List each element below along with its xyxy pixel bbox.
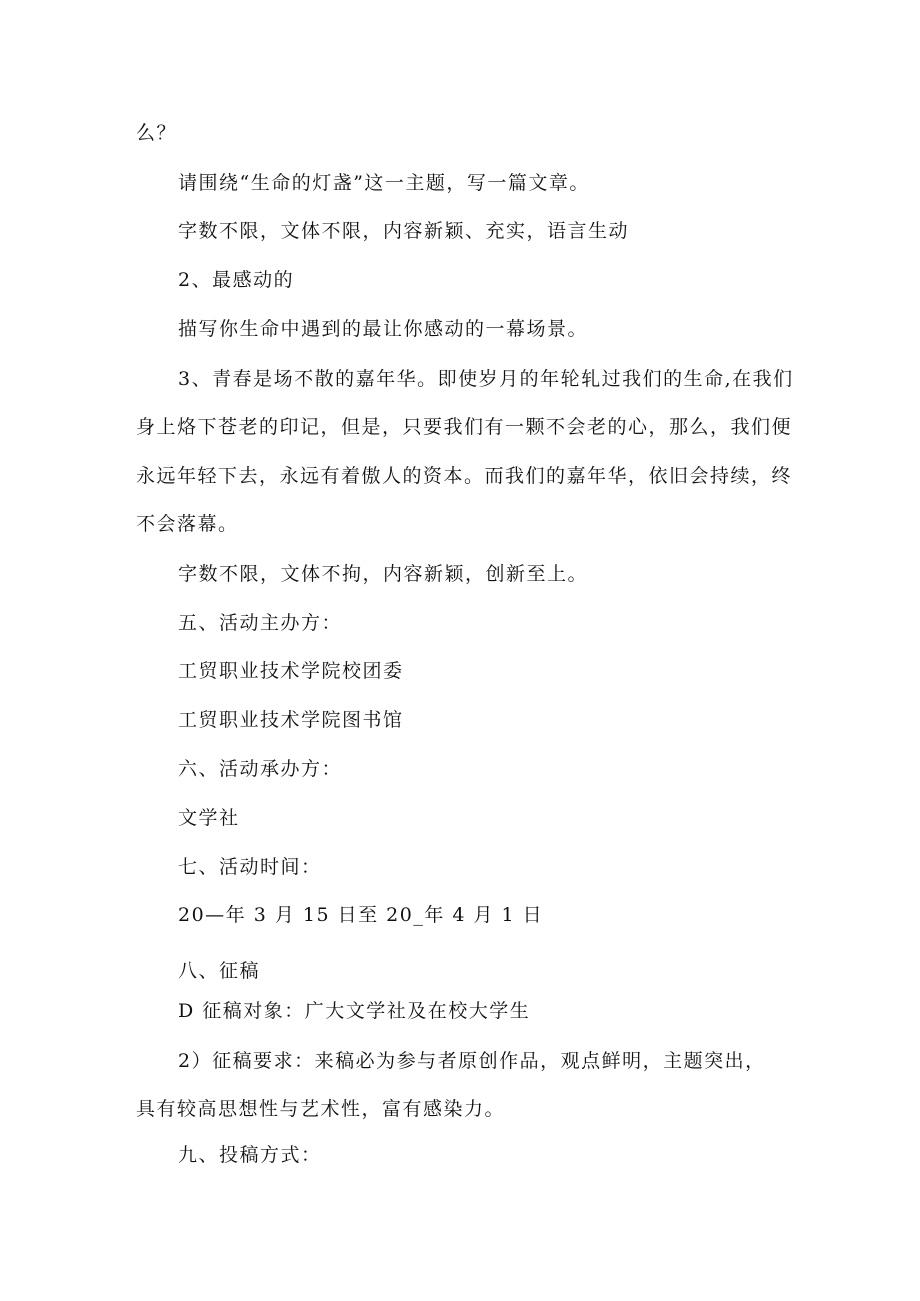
section-heading: 八、征稿 (178, 960, 261, 982)
section-heading: 七、活动时间： (178, 856, 322, 878)
text-line: 工贸职业技术学院图书馆 (178, 709, 404, 731)
text-line: 身上烙下苍老的印记，但是，只要我们有一颗不会老的心，那么，我们便 (136, 416, 793, 438)
section-heading: 五、活动主办方： (178, 612, 343, 634)
text-line: 么？ (136, 122, 178, 144)
section-heading: 六、活动承办方： (178, 758, 343, 780)
text-line: 2）征稿要求：来稿必为参与者原创作品，观点鲜明，主题突出， (178, 1050, 766, 1072)
text-line: 不会落幕。 (136, 513, 239, 535)
text-line: 描写你生命中遇到的最让你感动的一幕场景。 (178, 318, 589, 340)
text-line: 具有较高思想性与艺术性，富有感染力。 (136, 1098, 506, 1120)
text-line: 永远年轻下去，永远有着傲人的资本。而我们的嘉年华，依旧会持续，终 (136, 465, 793, 487)
section-heading: 2、最感动的 (178, 269, 295, 291)
text-line: D 征稿对象：广大文学社及在校大学生 (178, 1000, 531, 1022)
text-line: 工贸职业技术学院校团委 (178, 660, 404, 682)
section-heading: 3、青春是场不散的嘉年华。即使岁月的年轮轧过我们的生命,在我们 (178, 368, 794, 390)
section-heading: 九、投稿方式： (178, 1144, 322, 1166)
text-line: 字数不限，文体不拘，内容新颖，创新至上。 (178, 563, 589, 585)
text-line: 请围绕“生命的灯盏”这一主题，写一篇文章。 (178, 172, 590, 194)
text-line: 字数不限，文体不限，内容新颖、充实，语言生动 (178, 220, 630, 242)
text-line: 20—年 3 月 15 日至 20_年 4 月 1 日 (178, 904, 544, 926)
text-line: 文学社 (178, 807, 240, 829)
